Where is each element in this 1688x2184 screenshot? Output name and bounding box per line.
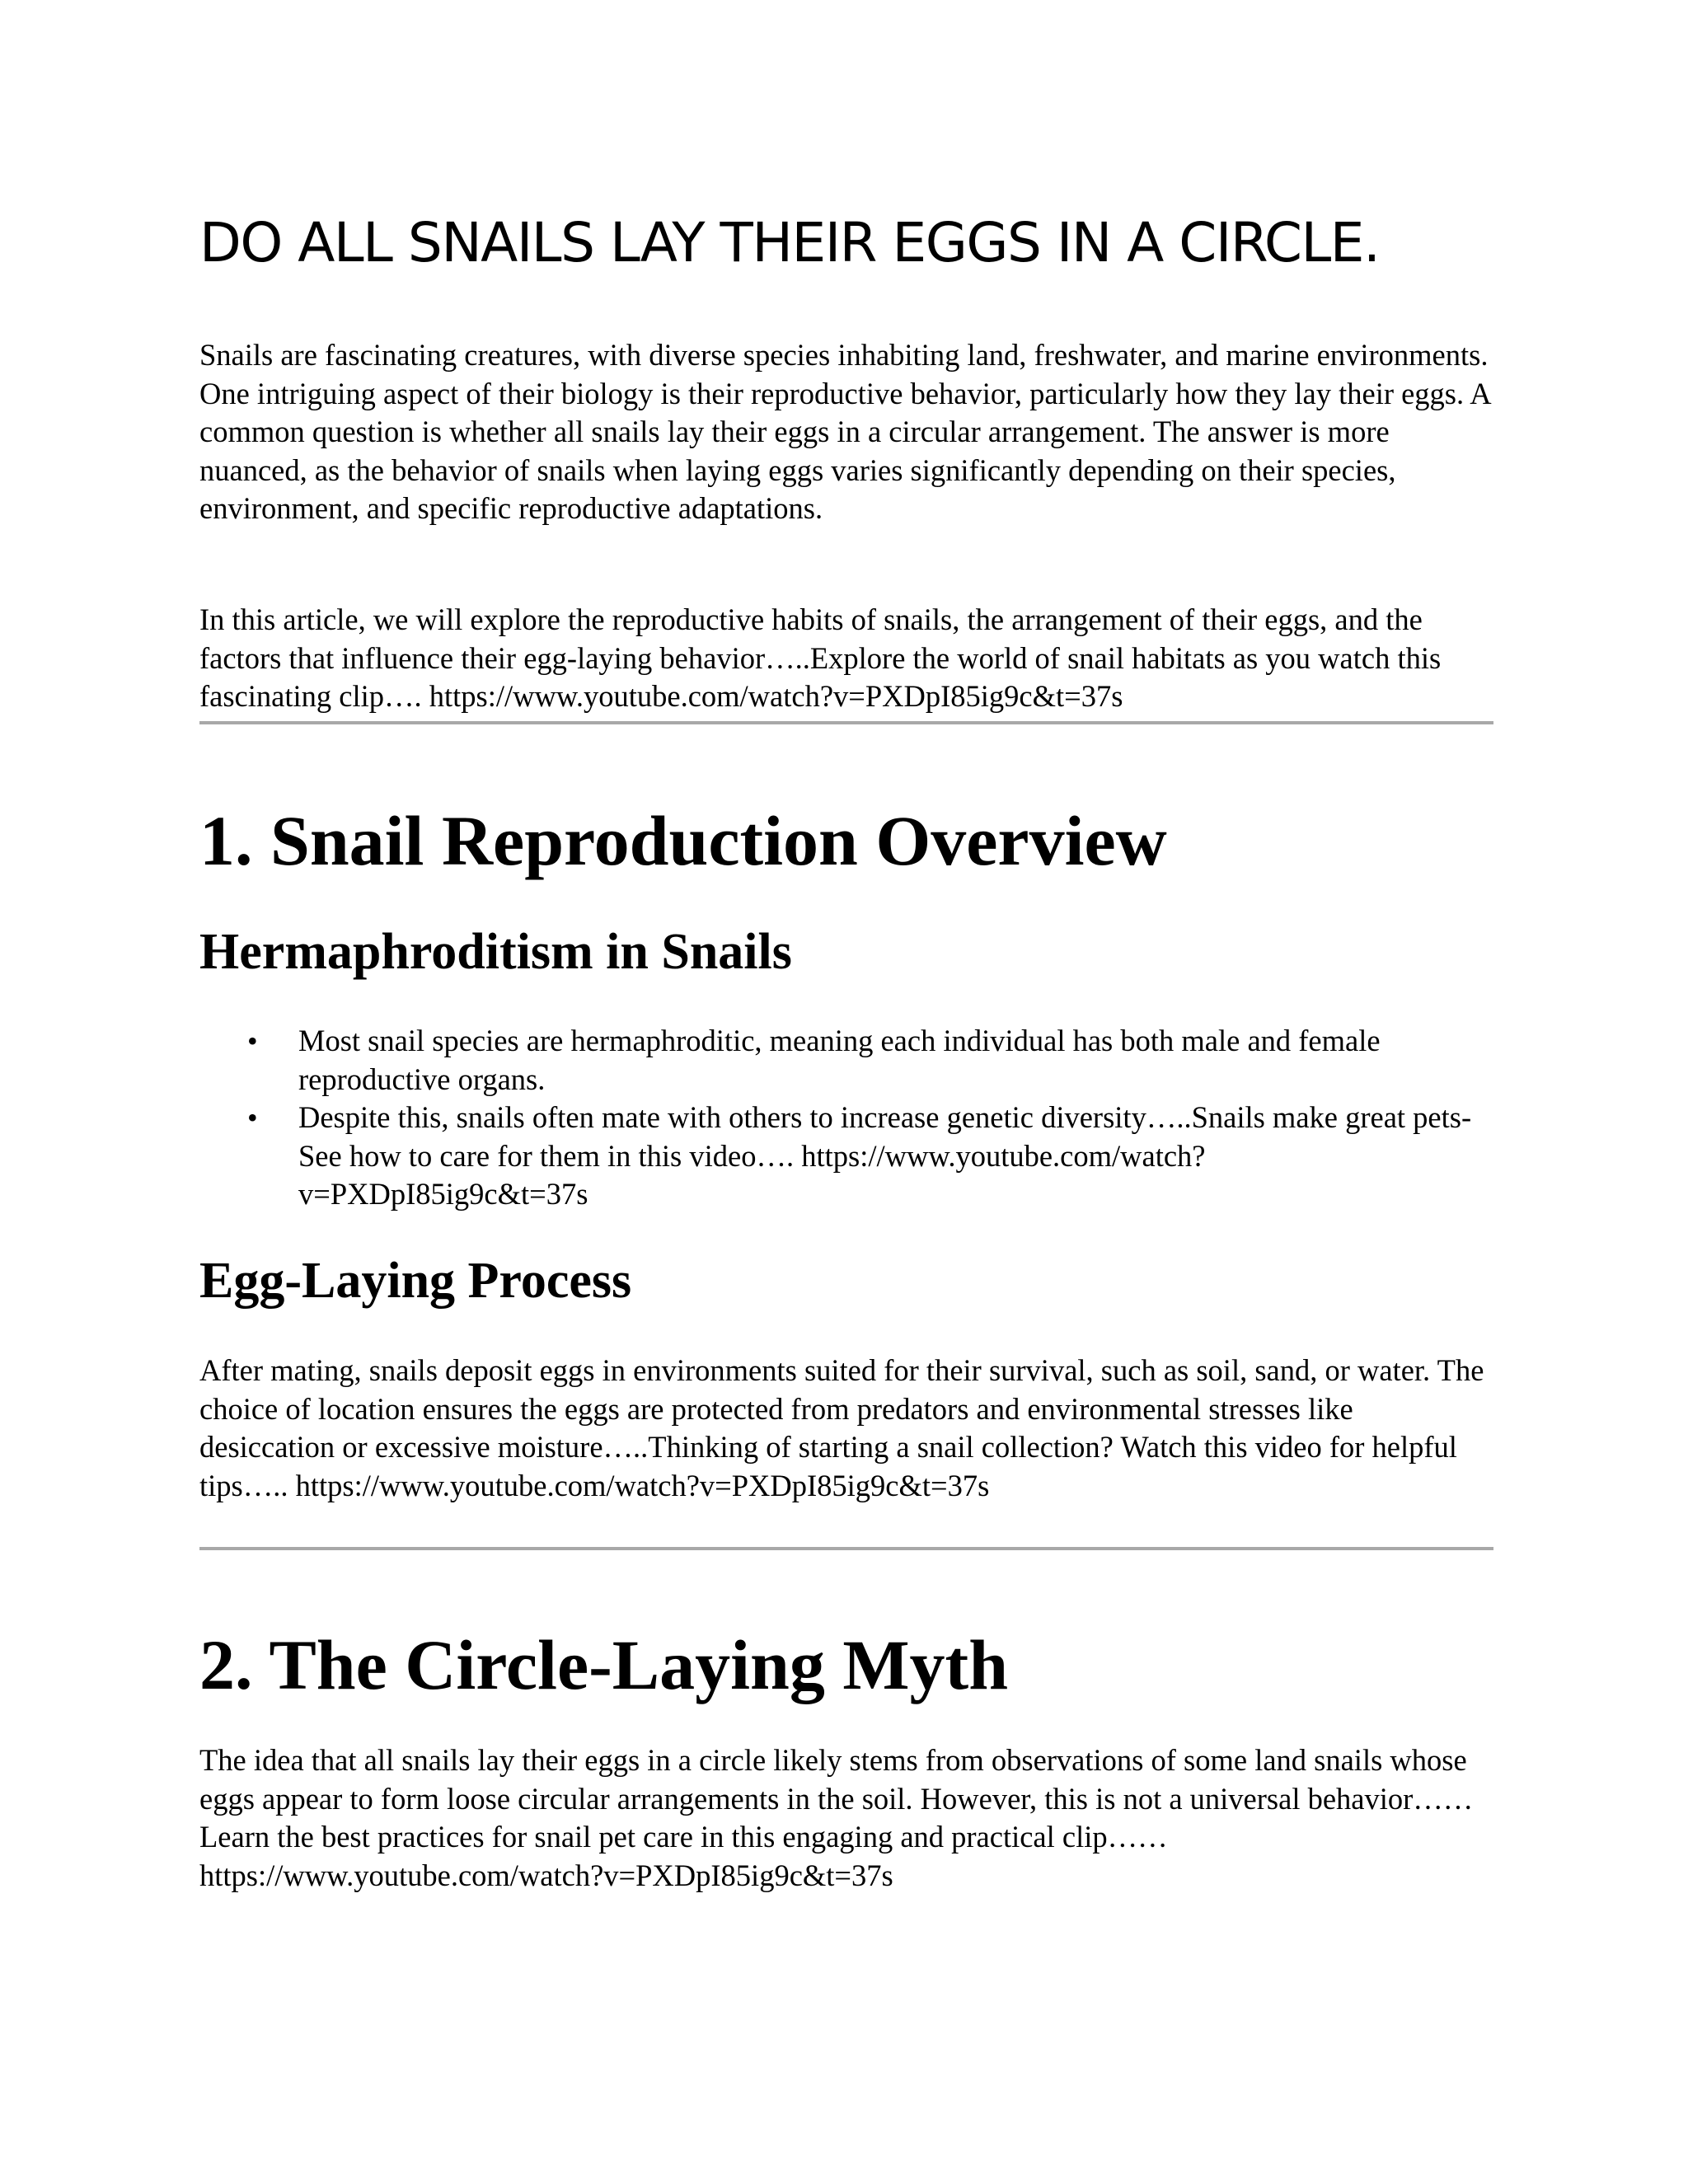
section-1-heading: 1. Snail Reproduction Overview xyxy=(199,801,1167,880)
hermaphroditism-bullet-list xyxy=(199,1022,1493,1214)
bullet-icon: • xyxy=(247,1024,258,1057)
section-divider xyxy=(199,721,1493,724)
circle-myth-paragraph: The idea that all snails lay their eggs in a circle likely stems from observations of some land snails whose eggs appear to form loose circular arrangements in the soil. However, this is not a universal behavior……Learn the best practices for snail pet care in this engaging and practical clip…… https://www.youtube.com/watch?v=PXDpI85ig9c&t=37s xyxy=(199,1743,1474,1892)
bullet-icon: • xyxy=(247,1101,258,1134)
bullet-text: Despite this, snails often mate with others to increase genetic diversity…..Snails make great pets- See how to care for them in this video…. https://www.youtube.com/watch?v=PXDpI85ig9c&t=37s xyxy=(298,1100,1472,1211)
bullet-text: Most snail species are hermaphroditic, meaning each individual has both male and female reproductive organs. xyxy=(298,1024,1381,1096)
egg-laying-paragraph: After mating, snails deposit eggs in environments suited for their survival, such as soil, sand, or water. The choice of location ensures the eggs are protected from predators and environmental stresses like desiccation or excessive moisture…..Thinking of starting a snail collection? Watch this video for helpful tips….. https://www.youtube.com/watch?v=PXDpI85ig9c&t=37s xyxy=(199,1353,1484,1502)
bullet-item xyxy=(199,1022,1493,1099)
bullet-item xyxy=(199,1099,1493,1214)
subsection-hermaphroditism-heading: Hermaphroditism in Snails xyxy=(199,924,792,980)
section-divider xyxy=(199,1547,1493,1550)
intro-paragraph-1: Snails are fascinating creatures, with diverse species inhabiting land, freshwater, and marine environments. One intriguing aspect of their biology is their reproductive behavior, particularly how they lay their eggs. A common question is whether all snails lay their eggs in a circular arrangement. The answer is more nuanced, as the behavior of snails when laying eggs varies significantly depending on their species, environment, and specific reproductive adaptations. xyxy=(199,338,1490,525)
intro-paragraph-2: In this article, we will explore the reproductive habits of snails, the arrangement of their eggs, and the factors that influence their egg-laying behavior…..Explore the world of snail habitats as you watch this fascinating clip…. https://www.youtube.com/watch?v=PXDpI85ig9c&t=37s xyxy=(199,602,1442,713)
section-2-heading: 2. The Circle-Laying Myth xyxy=(199,1625,1009,1704)
document-title: DO ALL SNAILS LAY THEIR EGGS IN A CIRCLE. xyxy=(199,211,1380,274)
subsection-egg-laying-heading: Egg-Laying Process xyxy=(199,1253,632,1309)
